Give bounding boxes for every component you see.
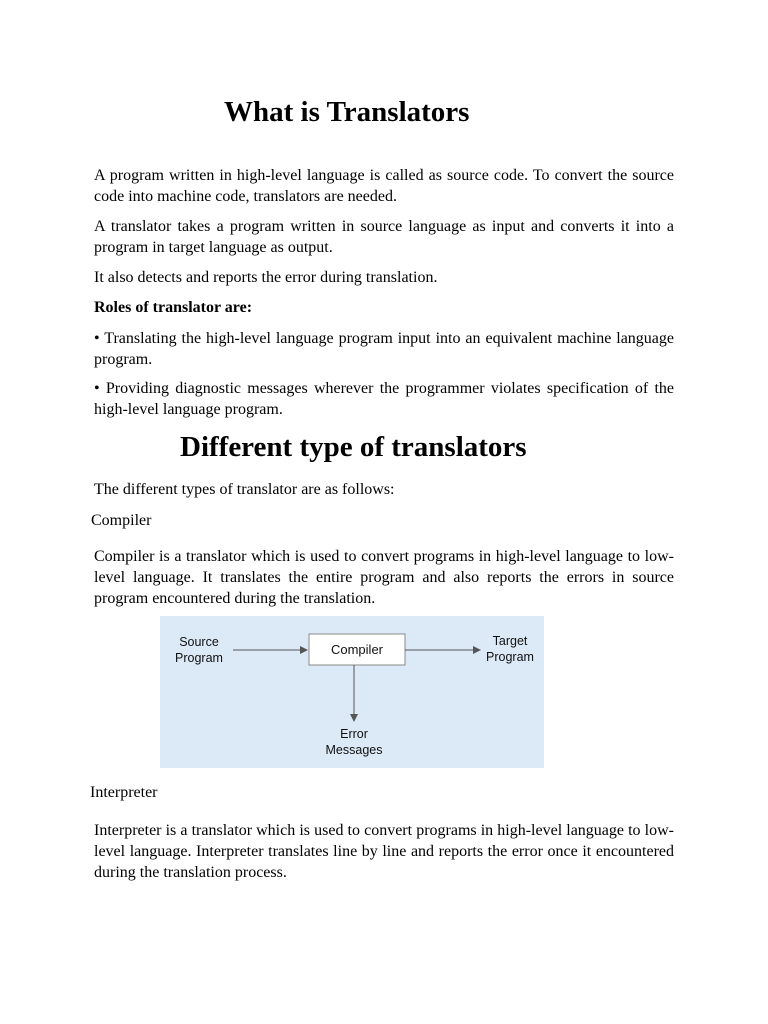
error-label-line2: Messages bbox=[325, 743, 383, 757]
intro-paragraph-1: A program written in high-level language is called as source code. To convert the source code into machine code, translators are needed. bbox=[94, 167, 674, 205]
interpreter-description: Interpreter is a translator which is used to convert programs in high-level language to low-level language. Interpreter translates line by line and reports the error once it encountered during the translation process. bbox=[94, 822, 674, 881]
error-label-line1: Error bbox=[340, 727, 368, 741]
source-label-line1: Source bbox=[179, 635, 219, 649]
interpreter-title: Interpreter bbox=[90, 784, 158, 801]
compiler-diagram bbox=[160, 616, 544, 768]
types-intro: The different types of translator are as follows: bbox=[94, 481, 395, 498]
page-title: What is Translators bbox=[224, 96, 470, 128]
intro-paragraph-3: It also detects and reports the error during translation. bbox=[94, 269, 438, 286]
compiler-description: Compiler is a translator which is used to convert programs in high-level language to low-level language. It translates the entire program and also reports the errors in source program encountered during the translation. bbox=[94, 548, 674, 607]
compiler-title: Compiler bbox=[91, 512, 152, 529]
role-item-2: • Providing diagnostic messages wherever the programmer violates specification of the high-level language program. bbox=[94, 380, 674, 418]
roles-heading: Roles of translator are: bbox=[94, 299, 253, 316]
section-heading: Different type of translators bbox=[180, 431, 527, 463]
intro-paragraph-2: A translator takes a program written in source language as input and converts it into a program in target language as output. bbox=[94, 218, 674, 256]
role-item-1: • Translating the high-level language program input into an equivalent machine language program. bbox=[94, 330, 674, 368]
target-label-line1: Target bbox=[492, 634, 528, 648]
compiler-box-label: Compiler bbox=[330, 642, 384, 657]
source-label-line2: Program bbox=[175, 651, 223, 665]
target-label-line2: Program bbox=[486, 650, 534, 664]
